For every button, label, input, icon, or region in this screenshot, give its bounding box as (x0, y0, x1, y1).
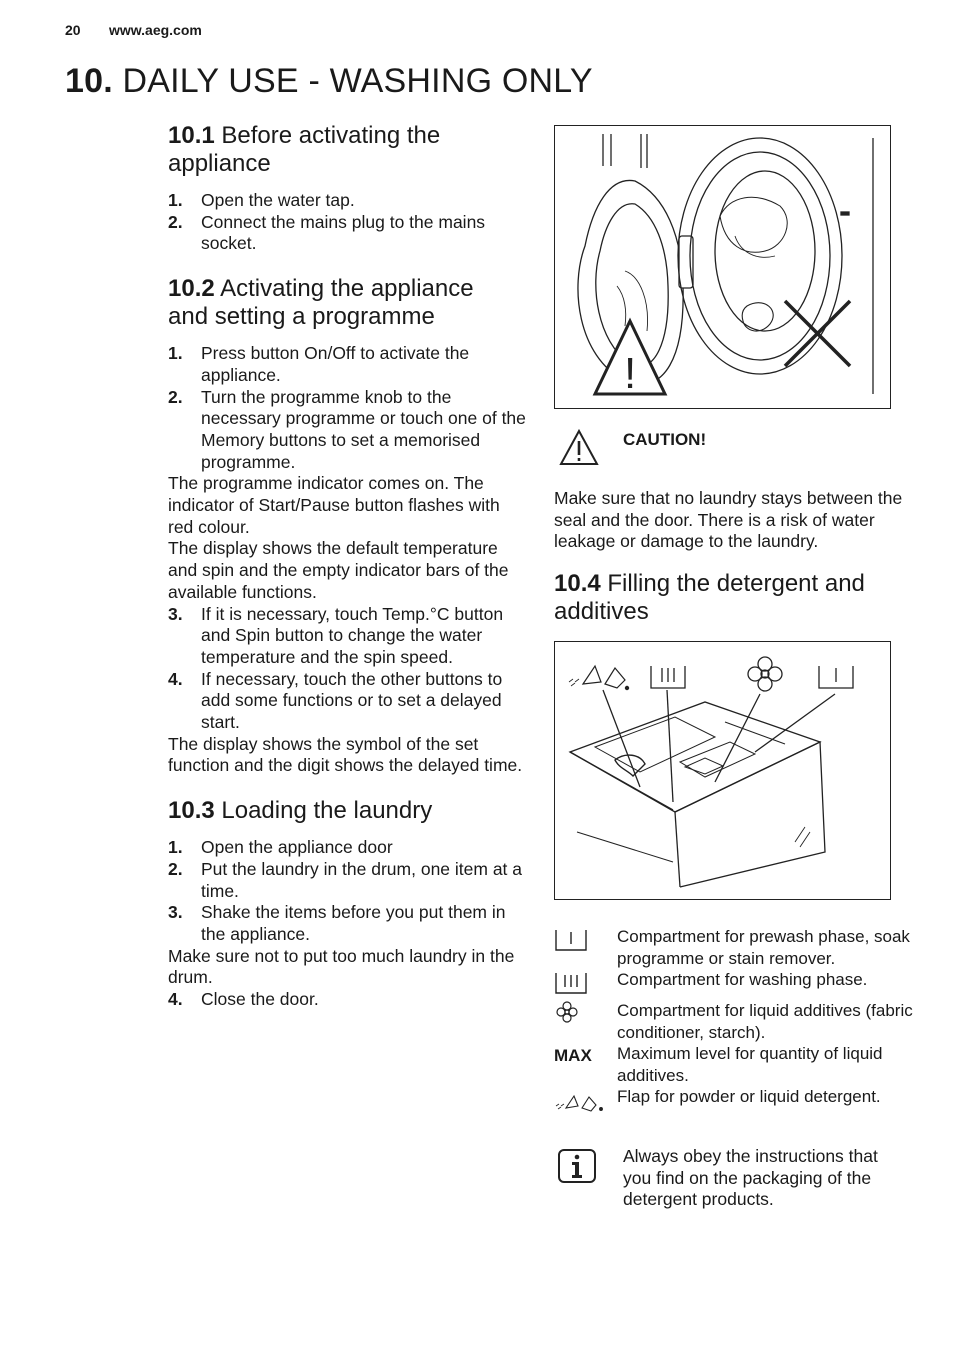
detergent-drawer-drawing (555, 642, 890, 899)
list-item (168, 604, 528, 669)
list-item (168, 989, 528, 1011)
section-title-line: Activating the appliance (220, 275, 474, 303)
section-number: 10.2 (168, 275, 215, 303)
legend-text: Flap for powder or liquid detergent. (617, 1087, 881, 1106)
svg-text:!: ! (624, 349, 637, 398)
section-10-2-heading (168, 275, 528, 331)
list-item (168, 343, 528, 386)
step-text: Press button On/Off to activate the appliance. (201, 343, 470, 385)
list-item (168, 902, 528, 945)
legend-text: Compartment for washing phase. (617, 970, 868, 989)
legend-text: Compartment for prewash phase, soak programme or stain remover. (617, 927, 910, 968)
step-text: Open the appliance door (201, 837, 393, 858)
section-title-line: additives (554, 598, 649, 625)
section-number: 10.3 (168, 797, 215, 825)
washer-door-drawing (555, 126, 890, 408)
section-title-line: and setting a programme (168, 303, 435, 331)
detergent-flap-icon (569, 666, 629, 690)
step-text: Put the laundry in the drum, one item at a time. (201, 858, 523, 901)
step-text: If necessary, touch the other buttons to add some functions or to set a delayed start. (201, 668, 503, 733)
step-number: 1. (168, 837, 183, 858)
list-item (168, 190, 528, 212)
paragraph: The display shows the symbol of the set function and the digit shows the delayed time. (168, 733, 523, 776)
list-item (168, 212, 528, 255)
chapter-title-text: DAILY USE - WASHING ONLY (122, 62, 593, 100)
step-number: 1. (168, 343, 183, 364)
legend-item-additives (554, 1000, 914, 1044)
step-text: Connect the mains plug to the mains socket. (201, 211, 486, 254)
step-text: Turn the programme knob to the necessary programme or touch one of the Memory buttons to set a memorised programme. (201, 386, 526, 472)
website-link[interactable]: www.aeg.com (109, 22, 202, 38)
list-item (168, 387, 528, 474)
detergent-flap-icon (554, 1086, 610, 1122)
legend-item-wash (554, 969, 914, 999)
paragraph: Make sure not to put too much laundry in the drum. (168, 945, 515, 988)
section-title-line: appliance (168, 150, 271, 177)
max-label: MAX (554, 1046, 592, 1065)
left-column (168, 122, 528, 1011)
prewash-compartment-icon (554, 926, 610, 962)
legend-item-prewash (554, 926, 914, 970)
step-number: 2. (168, 386, 183, 407)
chapter-number: 10. (65, 62, 113, 100)
legend-item-max (554, 1043, 914, 1087)
step-text: If it is necessary, touch Temp.°C button and Spin button to change the water temperature and the spin speed. (201, 603, 504, 667)
step-number: 2. (168, 211, 183, 232)
legend-text: Compartment for liquid additives (fabric conditioner, starch). (617, 1001, 913, 1042)
paragraph: The display shows the default temperature and spin and the empty indicator bars of the available functions. (168, 538, 509, 602)
info-icon (557, 1148, 597, 1184)
section-10-1-steps (168, 190, 528, 255)
section-10-3-heading (168, 797, 528, 825)
caution-icon (558, 428, 600, 468)
step-number: 3. (168, 902, 183, 923)
list-item (168, 859, 528, 902)
page-number: 20 (65, 22, 81, 38)
step-text: Shake the items before you put them in the appliance. (201, 902, 506, 944)
step-text: Close the door. (201, 989, 319, 1010)
step-number: 2. (168, 858, 183, 879)
step-number: 3. (168, 603, 183, 624)
flower-additive-icon (554, 1000, 610, 1036)
step-text: Open the water tap. (201, 190, 355, 210)
section-title-line: Before activating the (221, 122, 441, 149)
door-seal-illustration (554, 125, 891, 409)
section-number: 10.4 (554, 570, 601, 597)
wash-compartment-icon (651, 666, 685, 688)
section-10-1-heading (168, 122, 528, 178)
paragraph: The programme indicator comes on. The indicator of Start/Pause button flashes with red colour. (168, 473, 500, 537)
detergent-drawer-illustration (554, 641, 891, 900)
step-number: 4. (168, 668, 183, 689)
step-number: 1. (168, 190, 183, 210)
list-item (168, 669, 528, 734)
caution-label: CAUTION! (623, 430, 707, 449)
section-number: 10.1 (168, 122, 215, 149)
section-10-4-heading (554, 570, 914, 626)
legend-item-flap (554, 1086, 914, 1116)
section-10-3-body (168, 837, 528, 1011)
info-note-text: Always obey the instructions that you find on the packaging of the detergent products. (623, 1146, 878, 1210)
step-number: 4. (168, 989, 183, 1010)
legend-text: Maximum level for quantity of liquid additives. (617, 1044, 883, 1085)
section-title-line: Loading the laundry (221, 797, 433, 825)
section-10-2-body (168, 343, 528, 777)
prewash-compartment-icon (819, 666, 853, 688)
page-header (65, 22, 202, 38)
section-title-line: Filling the detergent and (607, 570, 865, 597)
caution-text: Make sure that no laundry stays between the seal and the door. There is a risk of water leakage or damage to the laundry. (554, 488, 903, 552)
flower-additive-icon (748, 657, 782, 691)
chapter-title (65, 62, 593, 101)
list-item (168, 837, 528, 859)
